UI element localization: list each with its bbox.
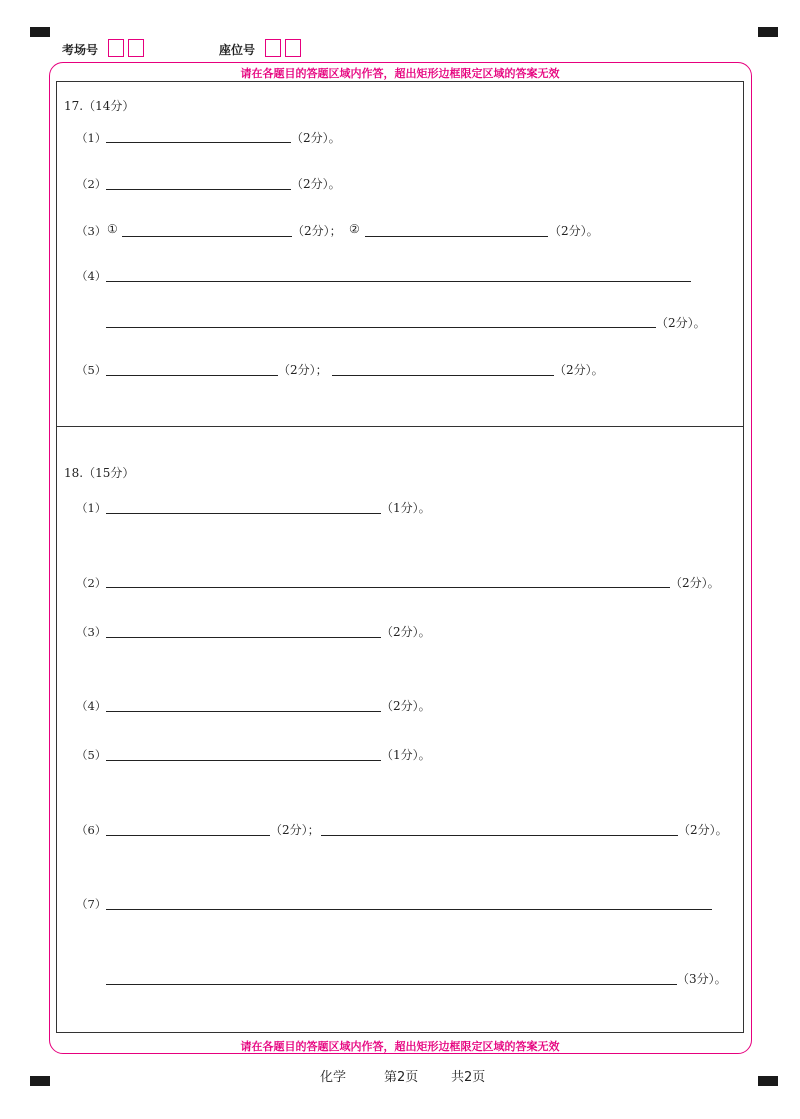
answer-box (56, 81, 744, 1033)
question-17-title: 17.（14分） (64, 99, 135, 113)
q17-part-4-answer-line-2[interactable] (106, 327, 656, 328)
registration-mark-bottom-right (758, 1076, 778, 1086)
q18-part-7-score: （3分）。 (677, 972, 727, 986)
q17-part-1-answer-line[interactable] (106, 142, 291, 143)
q17-part-3-answer-line-1[interactable] (122, 236, 292, 237)
q17-part-3-answer-line-2[interactable] (365, 236, 548, 237)
q18-part-1-answer-line[interactable] (106, 513, 381, 514)
registration-mark-top-right (758, 27, 778, 37)
q17-part-5-score-2: （2分）。 (554, 363, 604, 377)
q18-part-4-score: （2分）。 (381, 699, 431, 713)
footer-page-number: 第2页 (384, 1070, 419, 1085)
question-18-title: 18.（15分） (64, 466, 135, 480)
exam-room-label: 考场号 (62, 43, 99, 57)
q17-part-1-label: （1） (76, 131, 107, 145)
q17-part-5-answer-line-1[interactable] (106, 375, 278, 376)
q18-part-1-label: （1） (76, 501, 107, 515)
q18-part-7-answer-line-2[interactable] (106, 984, 677, 985)
q17-part-2-score: （2分）。 (291, 177, 341, 191)
footer-total-pages: 共2页 (451, 1070, 486, 1085)
exam-room-box-2[interactable] (128, 39, 144, 57)
q18-part-2-answer-line[interactable] (106, 587, 670, 588)
q17-part-5-answer-line-2[interactable] (332, 375, 554, 376)
q18-part-2-label: （2） (76, 576, 107, 590)
q18-part-7-label: （7） (76, 897, 107, 911)
question-divider (56, 426, 744, 427)
q18-part-3-answer-line[interactable] (106, 637, 381, 638)
q17-part-5-score-1: （2分）； (278, 363, 328, 377)
q18-part-7-answer-line-1[interactable] (106, 909, 712, 910)
notice-bottom: 请在各题目的答题区域内作答，超出矩形边框限定区域的答案无效 (240, 1040, 560, 1053)
q18-part-4-answer-line[interactable] (106, 711, 381, 712)
q17-part-4-answer-line-1[interactable] (106, 281, 691, 282)
q17-part-4-label: （4） (76, 269, 107, 283)
q17-part-2-answer-line[interactable] (106, 189, 291, 190)
q18-part-6-label: （6） (76, 823, 107, 837)
seat-number-box-1[interactable] (265, 39, 281, 57)
q17-part-3-score-1: （2分）； (292, 224, 342, 238)
q17-part-3-circle-2: ② (349, 222, 360, 236)
q17-part-2-label: （2） (76, 177, 107, 191)
footer-subject: 化学 (320, 1070, 347, 1085)
q18-part-3-score: （2分）。 (381, 625, 431, 639)
q18-part-5-answer-line[interactable] (106, 760, 381, 761)
q18-part-6-answer-line-2[interactable] (321, 835, 678, 836)
q17-part-5-label: （5） (76, 363, 107, 377)
registration-mark-top-left (30, 27, 50, 37)
q17-part-3-score-2: （2分）。 (549, 224, 599, 238)
exam-room-box-1[interactable] (108, 39, 124, 57)
q18-part-5-score: （1分）。 (381, 748, 431, 762)
q18-part-2-score: （2分）。 (670, 576, 720, 590)
seat-number-box-2[interactable] (285, 39, 301, 57)
q18-part-4-label: （4） (76, 699, 107, 713)
q17-part-4-score: （2分）。 (656, 316, 706, 330)
q17-part-3-label: （3） (76, 224, 107, 238)
q18-part-6-score-1: （2分）； (270, 823, 320, 837)
q18-part-1-score: （1分）。 (381, 501, 431, 515)
seat-number-label: 座位号 (219, 43, 256, 57)
q18-part-5-label: （5） (76, 748, 107, 762)
q18-part-6-answer-line-1[interactable] (106, 835, 270, 836)
notice-top: 请在各题目的答题区域内作答，超出矩形边框限定区域的答案无效 (240, 67, 560, 80)
q17-part-1-score: （2分）。 (291, 131, 341, 145)
q17-part-3-circle-1: ① (107, 222, 118, 236)
registration-mark-bottom-left (30, 1076, 50, 1086)
q18-part-3-label: （3） (76, 625, 107, 639)
q18-part-6-score-2: （2分）。 (678, 823, 728, 837)
